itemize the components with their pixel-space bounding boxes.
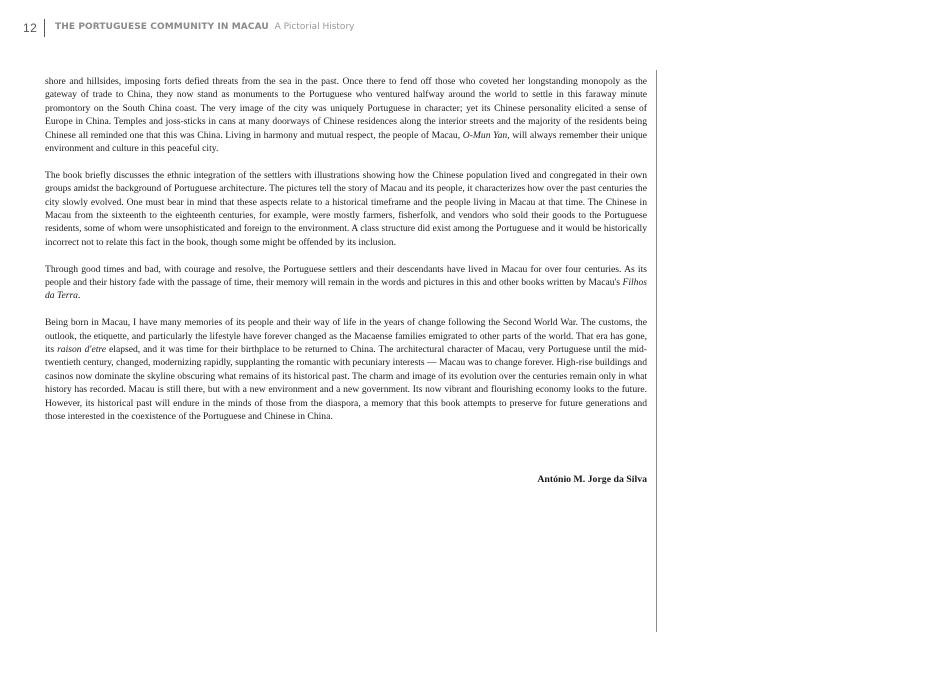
paragraph-1-emphasis: O-Mun Yan [462, 129, 508, 141]
paragraph-1-text-a: shore and hillsides, imposing forts defied threats from the sea in the past. Once there to fend off those who coveted her longstanding monopoly as the gateway of trade to China, they now stand as monuments to the Portuguese who ventured halfway around the world to settle in this faraway minute promontory on the South China coast. The very image of the city was uniquely Portuguese in character; yet its Chinese personality elicited a sense of Europe in China. Temples and joss-sticks in cans at many doorways of Chinese residences along the interior streets and the majority of the residents being Chinese all reminded one that this was China. Living in harmony and mutual respect, the people of Macau, [45, 76, 647, 141]
paragraph-4-text-a: Being born in Macau, I have many memories of its people and their way of life in the years of change following the Second World War. The customs, the outlook, the etiquette, and particularly the lifestyle have forever changed as the Macaense families emigrated to other parts of the world. That era has gone, its [45, 317, 647, 356]
paragraph-3 [45, 263, 647, 303]
paragraph-2: The book briefly discusses the ethnic integration of the settlers with illustrations showing how the Chinese population lived and congregated in their own groups amidst the background of Portuguese architecture. The pictures tell the story of Macau and its people, it characterizes how over the past centuries the city slowly evolved. One must bear in mind that these aspects relate to a historical timeframe and the people living in Macau at that time. The Chinese in Macau from the sixteenth to the eighteenth centuries, for example, were mostly farmers, fisherfolk, and vendors who sold their goods to the Portuguese residents, some of whom were unsophisticated and foreign to the environment. A class structure did exist among the Portuguese and it would be historically incorrect not to relate this fact in the book, though some might be offended by its inclusion. [45, 169, 647, 248]
body-text [45, 75, 647, 437]
paragraph-3-text-b: . [77, 290, 81, 302]
column-rule [656, 70, 657, 632]
paragraph-1 [45, 75, 647, 155]
paragraph-1-text-b: , will always remember their unique environment and culture in this peaceful city. [45, 129, 647, 155]
page-number: 12 [23, 21, 38, 35]
paragraph-3-emphasis: Filhos da Terra [45, 277, 648, 302]
author-signature: António M. Jorge da Silva [537, 474, 647, 485]
paragraph-3-text-a: Through good times and bad, with courage and resolve, the Portuguese settlers and their descendants have lived in Macau for over four centuries. As its people and their history fade with the passage of time, their memory will remain in the words and pictures in this and other books written by Macau's [45, 263, 647, 289]
header-divider [44, 19, 45, 37]
book-title: THE PORTUGUESE COMMUNITY IN MACAU [55, 22, 269, 32]
paragraph-4-text-b: elapsed, and it was time for their birthplace to be returned to China. The architectural character of Macau, very Portuguese until the mid-twentieth century, changed, modernizing rapidly, supplanting the romantic with pecuniary interests — Macau was to change forever. High-rise buildings and casinos now dominate the skyline obscuring what remains of its historical past. The charm and image of its evolution over the centuries remain only in what history has recorded. Macau is still there, but with a new environment and a new government. Its now vibrant and flourishing economy looks to the future. However, its historical past will endure in the minds of those from the diaspora, a memory that this book attempts to preserve for future generations and those interested in the coexistence of the Portuguese and Chinese in China. [45, 344, 647, 423]
book-subtitle: A Pictorial History [274, 22, 355, 32]
running-head [55, 22, 354, 32]
paragraph-4 [45, 316, 647, 423]
paragraph-4-emphasis: raison d'etre [57, 344, 107, 356]
